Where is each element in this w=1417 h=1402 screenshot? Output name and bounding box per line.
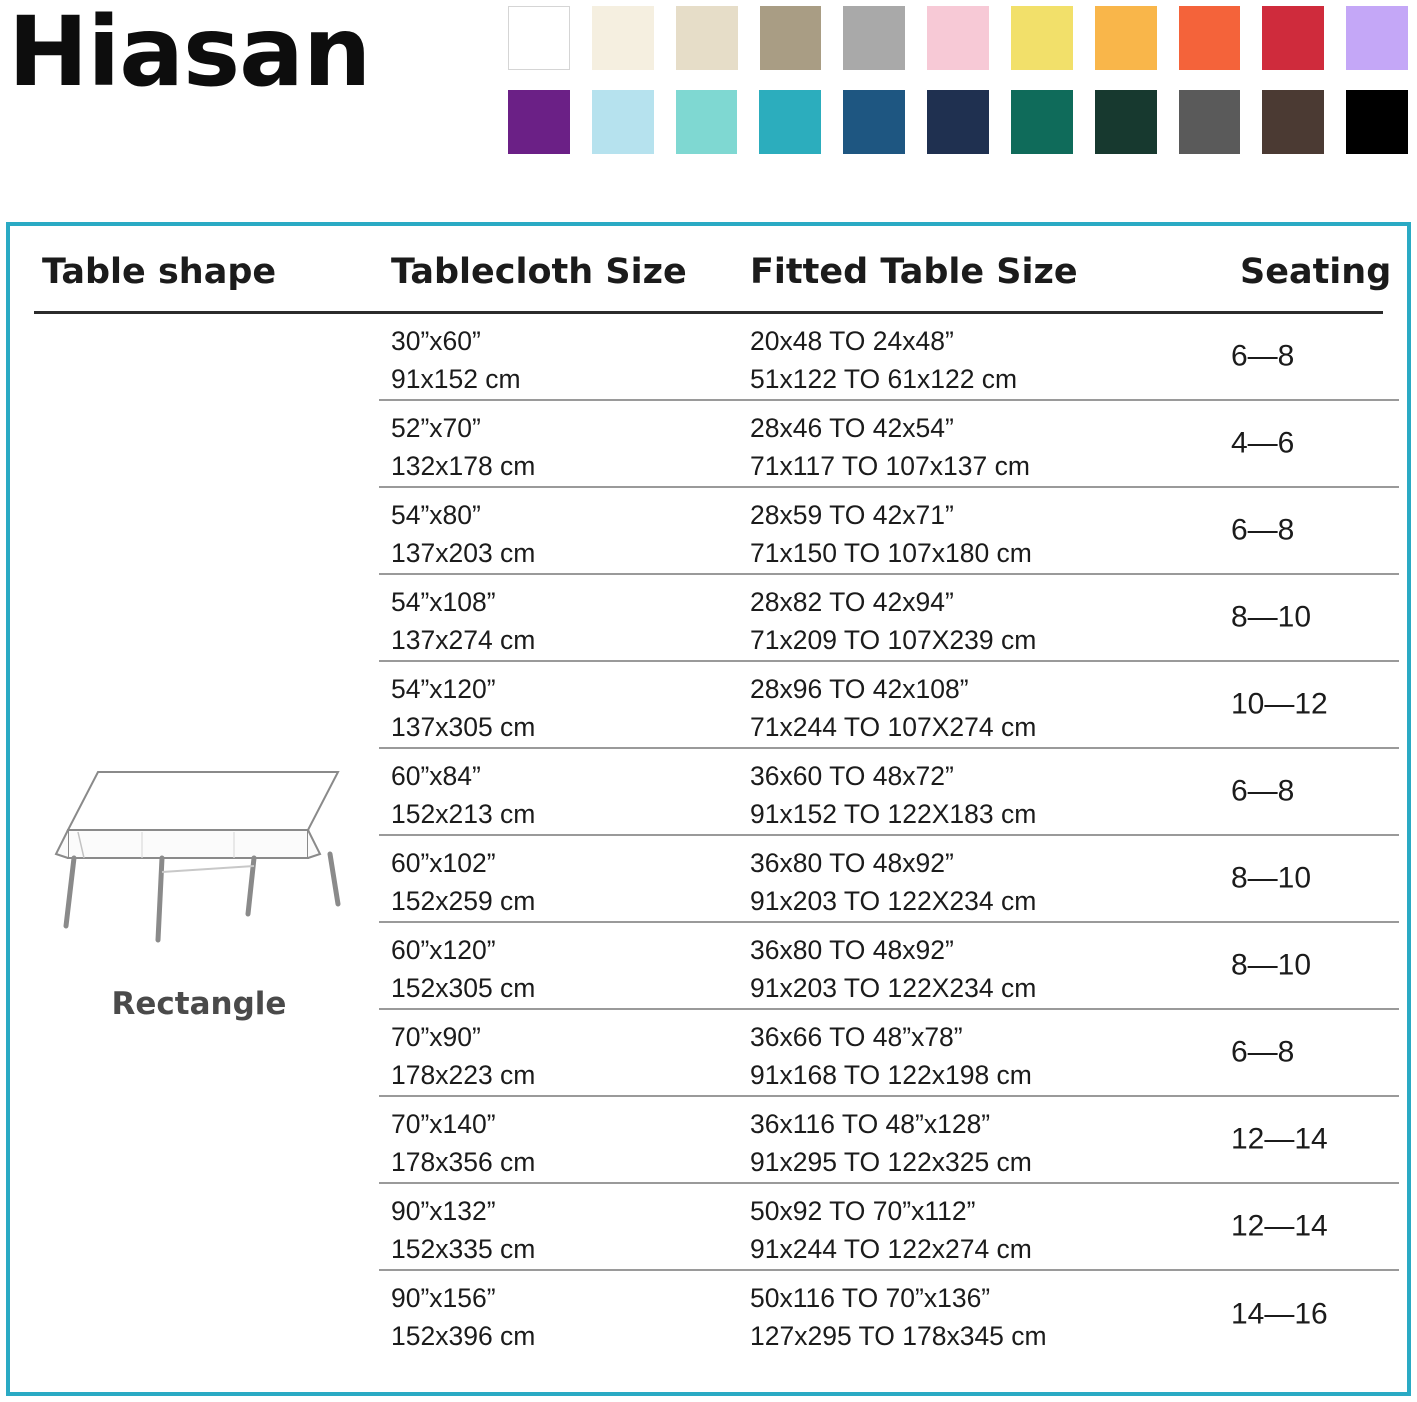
cell-tablecloth-size — [391, 497, 535, 572]
cloth-cm: 152x305 cm — [391, 972, 536, 1003]
cloth-cm: 152x213 cm — [391, 798, 536, 829]
cloth-inches: 60”x84” — [391, 761, 481, 791]
cell-seating: 8—10 — [1231, 861, 1312, 895]
cloth-inches: 54”x80” — [391, 500, 481, 530]
cloth-cm: 91x152 cm — [391, 363, 521, 394]
fitted-cm: 71x244 TO 107X274 cm — [750, 711, 1037, 742]
cloth-cm: 137x274 cm — [391, 624, 536, 655]
cell-fitted-size — [750, 584, 1036, 659]
swatch-gray — [843, 6, 905, 70]
cell-tablecloth-size — [391, 1280, 535, 1355]
cell-fitted-size — [750, 1280, 1047, 1355]
cell-fitted-size — [750, 323, 1017, 398]
size-rows — [379, 314, 1399, 1358]
cell-seating: 14—16 — [1231, 1297, 1328, 1331]
fitted-cm: 91x168 TO 122x198 cm — [750, 1059, 1032, 1090]
table-row — [379, 1184, 1399, 1271]
cloth-cm: 152x335 cm — [391, 1233, 536, 1264]
cell-seating: 10—12 — [1231, 687, 1328, 721]
cloth-cm: 137x305 cm — [391, 711, 536, 742]
table-row — [379, 1271, 1399, 1358]
fitted-cm: 71x150 TO 107x180 cm — [750, 537, 1032, 568]
cell-tablecloth-size — [391, 584, 535, 659]
fitted-inches: 28x82 TO 42x94” — [750, 587, 954, 617]
swatch-white — [508, 6, 570, 70]
swatch-teal — [759, 90, 821, 154]
swatch-yellow — [1011, 6, 1073, 70]
swatch-pink — [927, 6, 989, 70]
rectangle-table-illustration — [38, 754, 368, 954]
table-header-row — [34, 252, 1392, 314]
fitted-cm: 91x295 TO 122x325 cm — [750, 1146, 1032, 1177]
swatch-row-2 — [508, 90, 1408, 154]
cell-tablecloth-size — [391, 1193, 535, 1268]
fitted-inches: 36x66 TO 48”x78” — [750, 1022, 963, 1052]
table-row — [379, 1097, 1399, 1184]
cell-seating: 12—14 — [1231, 1209, 1328, 1243]
cloth-cm: 152x396 cm — [391, 1320, 536, 1351]
swatch-green — [1011, 90, 1073, 154]
cloth-inches: 30”x60” — [391, 326, 481, 356]
swatch-dark-gray — [1179, 90, 1241, 154]
table-shape-label: Rectangle — [111, 986, 287, 1022]
fitted-cm: 71x209 TO 107X239 cm — [750, 624, 1037, 655]
cloth-inches: 90”x132” — [391, 1196, 496, 1226]
brand-logo: Hiasan — [8, 0, 371, 108]
swatch-ivory — [592, 6, 654, 70]
swatch-row-1 — [508, 6, 1408, 70]
swatch-red — [1262, 6, 1324, 70]
cloth-inches: 60”x102” — [391, 848, 496, 878]
cell-fitted-size — [750, 932, 1036, 1007]
fitted-inches: 36x60 TO 48x72” — [750, 761, 954, 791]
cloth-inches: 54”x108” — [391, 587, 496, 617]
fitted-cm: 91x244 TO 122x274 cm — [750, 1233, 1032, 1264]
cell-fitted-size — [750, 845, 1036, 920]
swatch-orange — [1179, 6, 1241, 70]
cloth-inches: 60”x120” — [391, 935, 496, 965]
fitted-inches: 50x116 TO 70”x136” — [750, 1283, 991, 1313]
swatch-lavender — [1346, 6, 1408, 70]
cloth-cm: 178x223 cm — [391, 1059, 536, 1090]
swatch-light-blue — [592, 90, 654, 154]
color-swatch-palette — [508, 6, 1408, 174]
swatch-black — [1346, 90, 1408, 154]
cell-tablecloth-size — [391, 323, 521, 398]
fitted-cm: 91x203 TO 122X234 cm — [750, 885, 1037, 916]
fitted-cm: 127x295 TO 178x345 cm — [750, 1320, 1047, 1351]
cloth-cm: 178x356 cm — [391, 1146, 536, 1177]
fitted-inches: 28x59 TO 42x71” — [750, 500, 954, 530]
table-row — [379, 923, 1399, 1010]
cell-tablecloth-size — [391, 671, 535, 746]
swatch-purple — [508, 90, 570, 154]
table-row — [379, 314, 1399, 401]
fitted-inches: 20x48 TO 24x48” — [750, 326, 954, 356]
cell-fitted-size — [750, 410, 1030, 485]
column-header-tablecloth-size: Tablecloth Size — [391, 252, 687, 292]
cell-tablecloth-size — [391, 932, 535, 1007]
cell-seating: 6—8 — [1231, 774, 1295, 808]
column-header-fitted-table-size: Fitted Table Size — [750, 252, 1078, 292]
swatch-dark-green — [1095, 90, 1157, 154]
cell-tablecloth-size — [391, 845, 535, 920]
fitted-cm: 91x203 TO 122X234 cm — [750, 972, 1037, 1003]
fitted-inches: 28x46 TO 42x54” — [750, 413, 954, 443]
table-row — [379, 662, 1399, 749]
table-row — [379, 749, 1399, 836]
cloth-cm: 132x178 cm — [391, 450, 536, 481]
cloth-inches: 70”x140” — [391, 1109, 496, 1139]
cloth-inches: 70”x90” — [391, 1022, 481, 1052]
swatch-gold — [1095, 6, 1157, 70]
swatch-navy-blue — [843, 90, 905, 154]
cell-tablecloth-size — [391, 1106, 535, 1181]
cell-seating: 8—10 — [1231, 948, 1312, 982]
fitted-cm: 51x122 TO 61x122 cm — [750, 363, 1018, 394]
cell-seating: 12—14 — [1231, 1122, 1328, 1156]
cloth-cm: 137x203 cm — [391, 537, 536, 568]
fitted-inches: 36x80 TO 48x92” — [750, 848, 954, 878]
fitted-inches: 36x116 TO 48”x128” — [750, 1109, 991, 1139]
cell-tablecloth-size — [391, 1019, 535, 1094]
swatch-dark-navy — [927, 90, 989, 154]
table-row — [379, 575, 1399, 662]
fitted-cm: 91x152 TO 122X183 cm — [750, 798, 1037, 829]
cell-seating: 6—8 — [1231, 513, 1295, 547]
cloth-inches: 54”x120” — [391, 674, 496, 704]
fitted-cm: 71x117 TO 107x137 cm — [750, 450, 1030, 481]
cell-fitted-size — [750, 758, 1036, 833]
table-row — [379, 401, 1399, 488]
fitted-inches: 28x96 TO 42x108” — [750, 674, 969, 704]
cell-fitted-size — [750, 671, 1036, 746]
cell-seating: 6—8 — [1231, 339, 1295, 373]
cell-fitted-size — [750, 1193, 1032, 1268]
table-shape-column — [34, 314, 379, 1374]
size-chart-panel — [6, 222, 1411, 1396]
swatch-brown — [1262, 90, 1324, 154]
page-header — [0, 0, 1417, 196]
column-header-seating: Seating — [1240, 252, 1392, 292]
fitted-inches: 50x92 TO 70”x112” — [750, 1196, 976, 1226]
cell-tablecloth-size — [391, 410, 535, 485]
table-row — [379, 1010, 1399, 1097]
fitted-inches: 36x80 TO 48x92” — [750, 935, 954, 965]
swatch-aqua — [676, 90, 738, 154]
cell-seating: 4—6 — [1231, 426, 1295, 460]
cell-fitted-size — [750, 497, 1032, 572]
table-row — [379, 488, 1399, 575]
cell-fitted-size — [750, 1106, 1032, 1181]
swatch-beige — [676, 6, 738, 70]
column-header-table-shape: Table shape — [42, 252, 277, 292]
cloth-inches: 52”x70” — [391, 413, 481, 443]
cell-tablecloth-size — [391, 758, 535, 833]
cloth-cm: 152x259 cm — [391, 885, 536, 916]
cell-fitted-size — [750, 1019, 1032, 1094]
cloth-inches: 90”x156” — [391, 1283, 496, 1313]
table-row — [379, 836, 1399, 923]
swatch-taupe — [760, 6, 822, 70]
cell-seating: 6—8 — [1231, 1035, 1295, 1069]
cell-seating: 8—10 — [1231, 600, 1312, 634]
